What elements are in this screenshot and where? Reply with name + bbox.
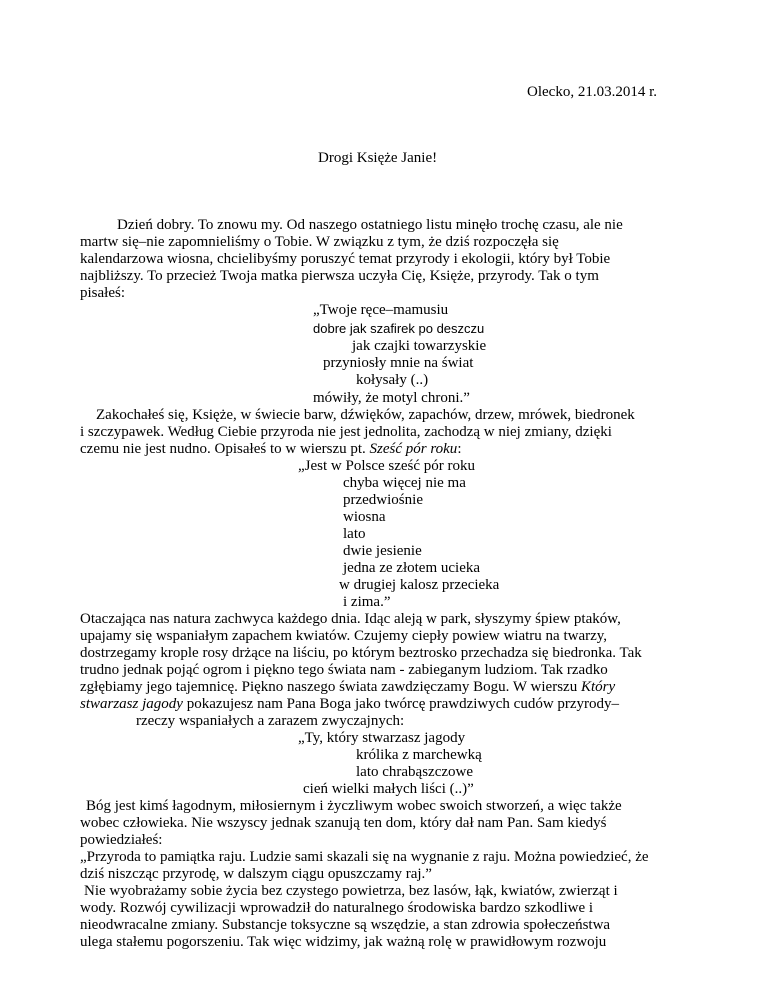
paragraph-line: martw się–nie zapomnieliśmy o Tobie. W związku z tym, że dziś rozpoczęła się [80,234,559,250]
paragraph-line: czemu nie jest nudno. Opisałeś to w wierszu pt. Sześć pór roku: [80,441,462,457]
salutation: Drogi Księże Janie! [318,150,438,166]
poem-line: i zima.” [343,594,391,610]
quote-line: dziś niszcząc przyrodę, w dalszym ciągu opuszczamy raj.” [80,866,432,882]
paragraph-line: pisałeś: [80,285,125,301]
poem-line: lato chrabąszczowe [356,764,474,780]
poem-title: Sześć pór roku [369,441,458,457]
paragraph-line: wody. Rozwój cywilizacji wprowadził do naturalnego środowiska bardzo szkodliwe i [80,900,594,916]
poem-title: Który [580,679,616,695]
paragraph-line: Nie wyobrażamy sobie życia bez czystego powietrza, bez lasów, łąk, kwiatów, zwierząt i [84,883,618,899]
poem-line: mówiły, że motyl chroni.” [313,390,470,406]
paragraph-line: ulega stałemu pogorszeniu. Tak więc widzimy, jak ważną rolę w prawidłowym rozwoju [80,934,607,950]
paragraph-line: nieodwracalne zmiany. Substancje toksyczne są wszędzie, a stan zdrowia społeczeństwa [80,917,611,933]
paragraph-line: powiedziałeś: [80,832,163,848]
poem-line: dwie jesienie [343,543,422,559]
poem-line: „Twoje ręce–mamusiu [313,302,449,318]
poem-line: chyba więcej nie ma [343,475,466,491]
paragraph-line: najbliższy. To przecież Twoja matka pierwsza uczyła Cię, Księże, przyrody. Tak o tym [80,268,599,284]
poem-title: stwarzasz jagody [80,696,183,712]
poem-line: kołysały (..) [356,372,429,388]
poem-line: „Jest w Polsce sześć pór roku [298,458,476,474]
paragraph-line: upajamy się wspaniałym zapachem kwiatów. Czujemy ciepły powiew wiatru na twarzy, [80,628,608,644]
paragraph-line: wobec człowieka. Nie wszyscy jednak szanują ten dom, który dał nam Pan. Sam kiedyś [80,815,607,831]
paragraph-line: stwarzasz jagody pokazujesz nam Pana Boga jako twórcę prawdziwych cudów przyrody– [80,696,620,712]
poem-line: jak czajki towarzyskie [352,338,487,354]
poem-line: przedwiośnie [343,492,423,508]
poem-line: jedna ze złotem ucieka [343,560,481,576]
paragraph-line: dostrzegamy krople rosy drżące na liściu, po którym beztrosko przechadza się biedronka. Tak [80,645,642,661]
paragraph-line: Dzień dobry. To znowu my. Od naszego ostatniego listu minęło trochę czasu, ale nie [117,217,623,233]
paragraph-line: rzeczy wspaniałych a zarazem zwyczajnych: [136,713,405,729]
paragraph-line: Zakochałeś się, Księże, w świecie barw, dźwięków, zapachów, drzew, mrówek, biedronek [96,407,635,423]
place-date: Olecko, 21.03.2014 r. [527,84,657,100]
paragraph-line: zgłębiamy jego tajemnicę. Piękno naszego świata zawdzięczamy Bogu. W wierszu Który [80,679,616,695]
paragraph-line: Bóg jest kimś łagodnym, miłosiernym i życzliwym wobec swoich stworzeń, a więc także [86,798,622,814]
poem-line: dobre jak szafirek po deszczu [313,321,485,336]
paragraph-line: trudno jednak pojąć ogrom i piękno tego świata nam - zabieganym ludziom. Tak rzadko [80,662,608,678]
quote-line: „Przyroda to pamiątka raju. Ludzie sami skazali się na wygnanie z raju. Można powiedzieć, że [80,849,649,865]
paragraph-line: kalendarzowa wiosna, chcielibyśmy poruszyć temat przyrody i ekologii, który był Tobie [80,251,611,267]
paragraph-line: i szczypawek. Według Ciebie przyroda nie jest jednolita, zachodzą w niej zmiany, dzięki [80,424,612,440]
poem-line: przyniosły mnie na świat [323,355,474,371]
paragraph-line: Otaczająca nas natura zachwyca każdego dnia. Idąc aleją w park, słyszymy śpiew ptaków, [80,611,621,627]
poem-line: królika z marchewką [356,747,482,763]
poem-line: wiosna [343,509,386,525]
poem-line: cień wielki małych liści (..)” [303,781,474,797]
poem-line: w drugiej kalosz przecieka [339,577,500,593]
poem-line: lato [343,526,366,542]
poem-line: „Ty, który stwarzasz jagody [298,730,466,746]
